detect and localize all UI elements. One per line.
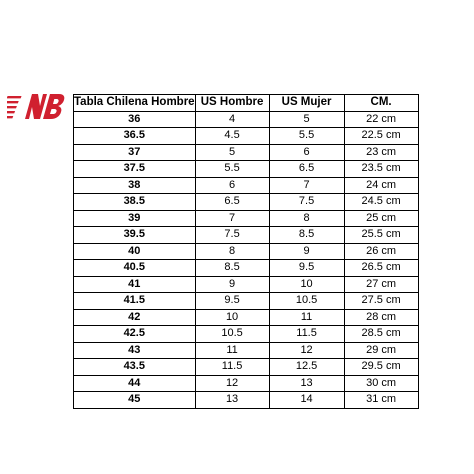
cell-us-men: 5.5: [195, 161, 269, 178]
table-row: [74, 375, 419, 392]
cell-chilean-size: 39.5: [74, 227, 196, 244]
cell-cm: 23.5 cm: [344, 161, 418, 178]
cell-cm: 30 cm: [344, 375, 418, 392]
cell-chilean-size: 42.5: [74, 326, 196, 343]
cell-us-women: 6.5: [269, 161, 344, 178]
cell-us-women: 5: [269, 111, 344, 128]
cell-us-men: 11.5: [195, 359, 269, 376]
cell-us-women: 12: [269, 342, 344, 359]
cell-cm: 23 cm: [344, 144, 418, 161]
cell-cm: 26 cm: [344, 243, 418, 260]
cell-chilean-size: 40.5: [74, 260, 196, 277]
cell-us-men: 4.5: [195, 128, 269, 145]
cell-us-women: 12.5: [269, 359, 344, 376]
cell-chilean-size: 42: [74, 309, 196, 326]
table-row: [74, 293, 419, 310]
header-us-men: US Hombre: [195, 95, 269, 112]
table-row: [74, 359, 419, 376]
cell-chilean-size: 43.5: [74, 359, 196, 376]
table-row: [74, 260, 419, 277]
size-chart-table: [73, 94, 419, 409]
table-row: [74, 194, 419, 211]
table-row: [74, 128, 419, 145]
header-cm: CM.: [344, 95, 418, 112]
table-row: [74, 111, 419, 128]
cell-cm: 22 cm: [344, 111, 418, 128]
cell-cm: 26.5 cm: [344, 260, 418, 277]
cell-cm: 28 cm: [344, 309, 418, 326]
cell-cm: 29 cm: [344, 342, 418, 359]
table-row: [74, 326, 419, 343]
cell-chilean-size: 38: [74, 177, 196, 194]
cell-cm: 29.5 cm: [344, 359, 418, 376]
cell-us-women: 7.5: [269, 194, 344, 211]
size-table-body: [74, 111, 419, 408]
cell-us-men: 11: [195, 342, 269, 359]
cell-chilean-size: 44: [74, 375, 196, 392]
cell-us-men: 13: [195, 392, 269, 409]
cell-chilean-size: 40: [74, 243, 196, 260]
table-row: [74, 210, 419, 227]
table-row: [74, 144, 419, 161]
cell-chilean-size: 41.5: [74, 293, 196, 310]
cell-us-women: 11.5: [269, 326, 344, 343]
cell-us-men: 8.5: [195, 260, 269, 277]
header-us-women: US Mujer: [269, 95, 344, 112]
cell-cm: 27 cm: [344, 276, 418, 293]
cell-chilean-size: 41: [74, 276, 196, 293]
cell-cm: 24 cm: [344, 177, 418, 194]
table-header-row: [74, 95, 419, 112]
cell-us-women: 7: [269, 177, 344, 194]
table-row: [74, 276, 419, 293]
cell-us-women: 13: [269, 375, 344, 392]
table-row: [74, 342, 419, 359]
cell-us-men: 5: [195, 144, 269, 161]
table-row: [74, 177, 419, 194]
cell-chilean-size: 37: [74, 144, 196, 161]
cell-cm: 28.5 cm: [344, 326, 418, 343]
cell-us-men: 6: [195, 177, 269, 194]
cell-chilean-size: 36.5: [74, 128, 196, 145]
cell-us-women: 11: [269, 309, 344, 326]
cell-us-women: 14: [269, 392, 344, 409]
cell-cm: 31 cm: [344, 392, 418, 409]
cell-cm: 27.5 cm: [344, 293, 418, 310]
cell-cm: 24.5 cm: [344, 194, 418, 211]
cell-us-women: 10.5: [269, 293, 344, 310]
cell-cm: 22.5 cm: [344, 128, 418, 145]
cell-chilean-size: 37.5: [74, 161, 196, 178]
cell-us-men: 9: [195, 276, 269, 293]
cell-chilean-size: 43: [74, 342, 196, 359]
cell-us-women: 9: [269, 243, 344, 260]
cell-us-men: 9.5: [195, 293, 269, 310]
cell-us-men: 7: [195, 210, 269, 227]
table-row: [74, 161, 419, 178]
cell-chilean-size: 39: [74, 210, 196, 227]
cell-us-women: 8.5: [269, 227, 344, 244]
cell-cm: 25 cm: [344, 210, 418, 227]
cell-chilean-size: 38.5: [74, 194, 196, 211]
table-row: [74, 392, 419, 409]
cell-us-men: 7.5: [195, 227, 269, 244]
cell-us-men: 10: [195, 309, 269, 326]
cell-us-men: 10.5: [195, 326, 269, 343]
header-chilean-size: Tabla Chilena Hombre: [74, 95, 196, 112]
table-row: [74, 227, 419, 244]
cell-us-men: 12: [195, 375, 269, 392]
cell-us-men: 8: [195, 243, 269, 260]
cell-us-men: 6.5: [195, 194, 269, 211]
cell-us-women: 8: [269, 210, 344, 227]
cell-chilean-size: 36: [74, 111, 196, 128]
cell-cm: 25.5 cm: [344, 227, 418, 244]
cell-us-women: 10: [269, 276, 344, 293]
cell-us-women: 9.5: [269, 260, 344, 277]
cell-us-men: 4: [195, 111, 269, 128]
new-balance-logo-icon: [7, 92, 65, 122]
cell-us-women: 6: [269, 144, 344, 161]
cell-chilean-size: 45: [74, 392, 196, 409]
table-row: [74, 309, 419, 326]
cell-us-women: 5.5: [269, 128, 344, 145]
table-row: [74, 243, 419, 260]
